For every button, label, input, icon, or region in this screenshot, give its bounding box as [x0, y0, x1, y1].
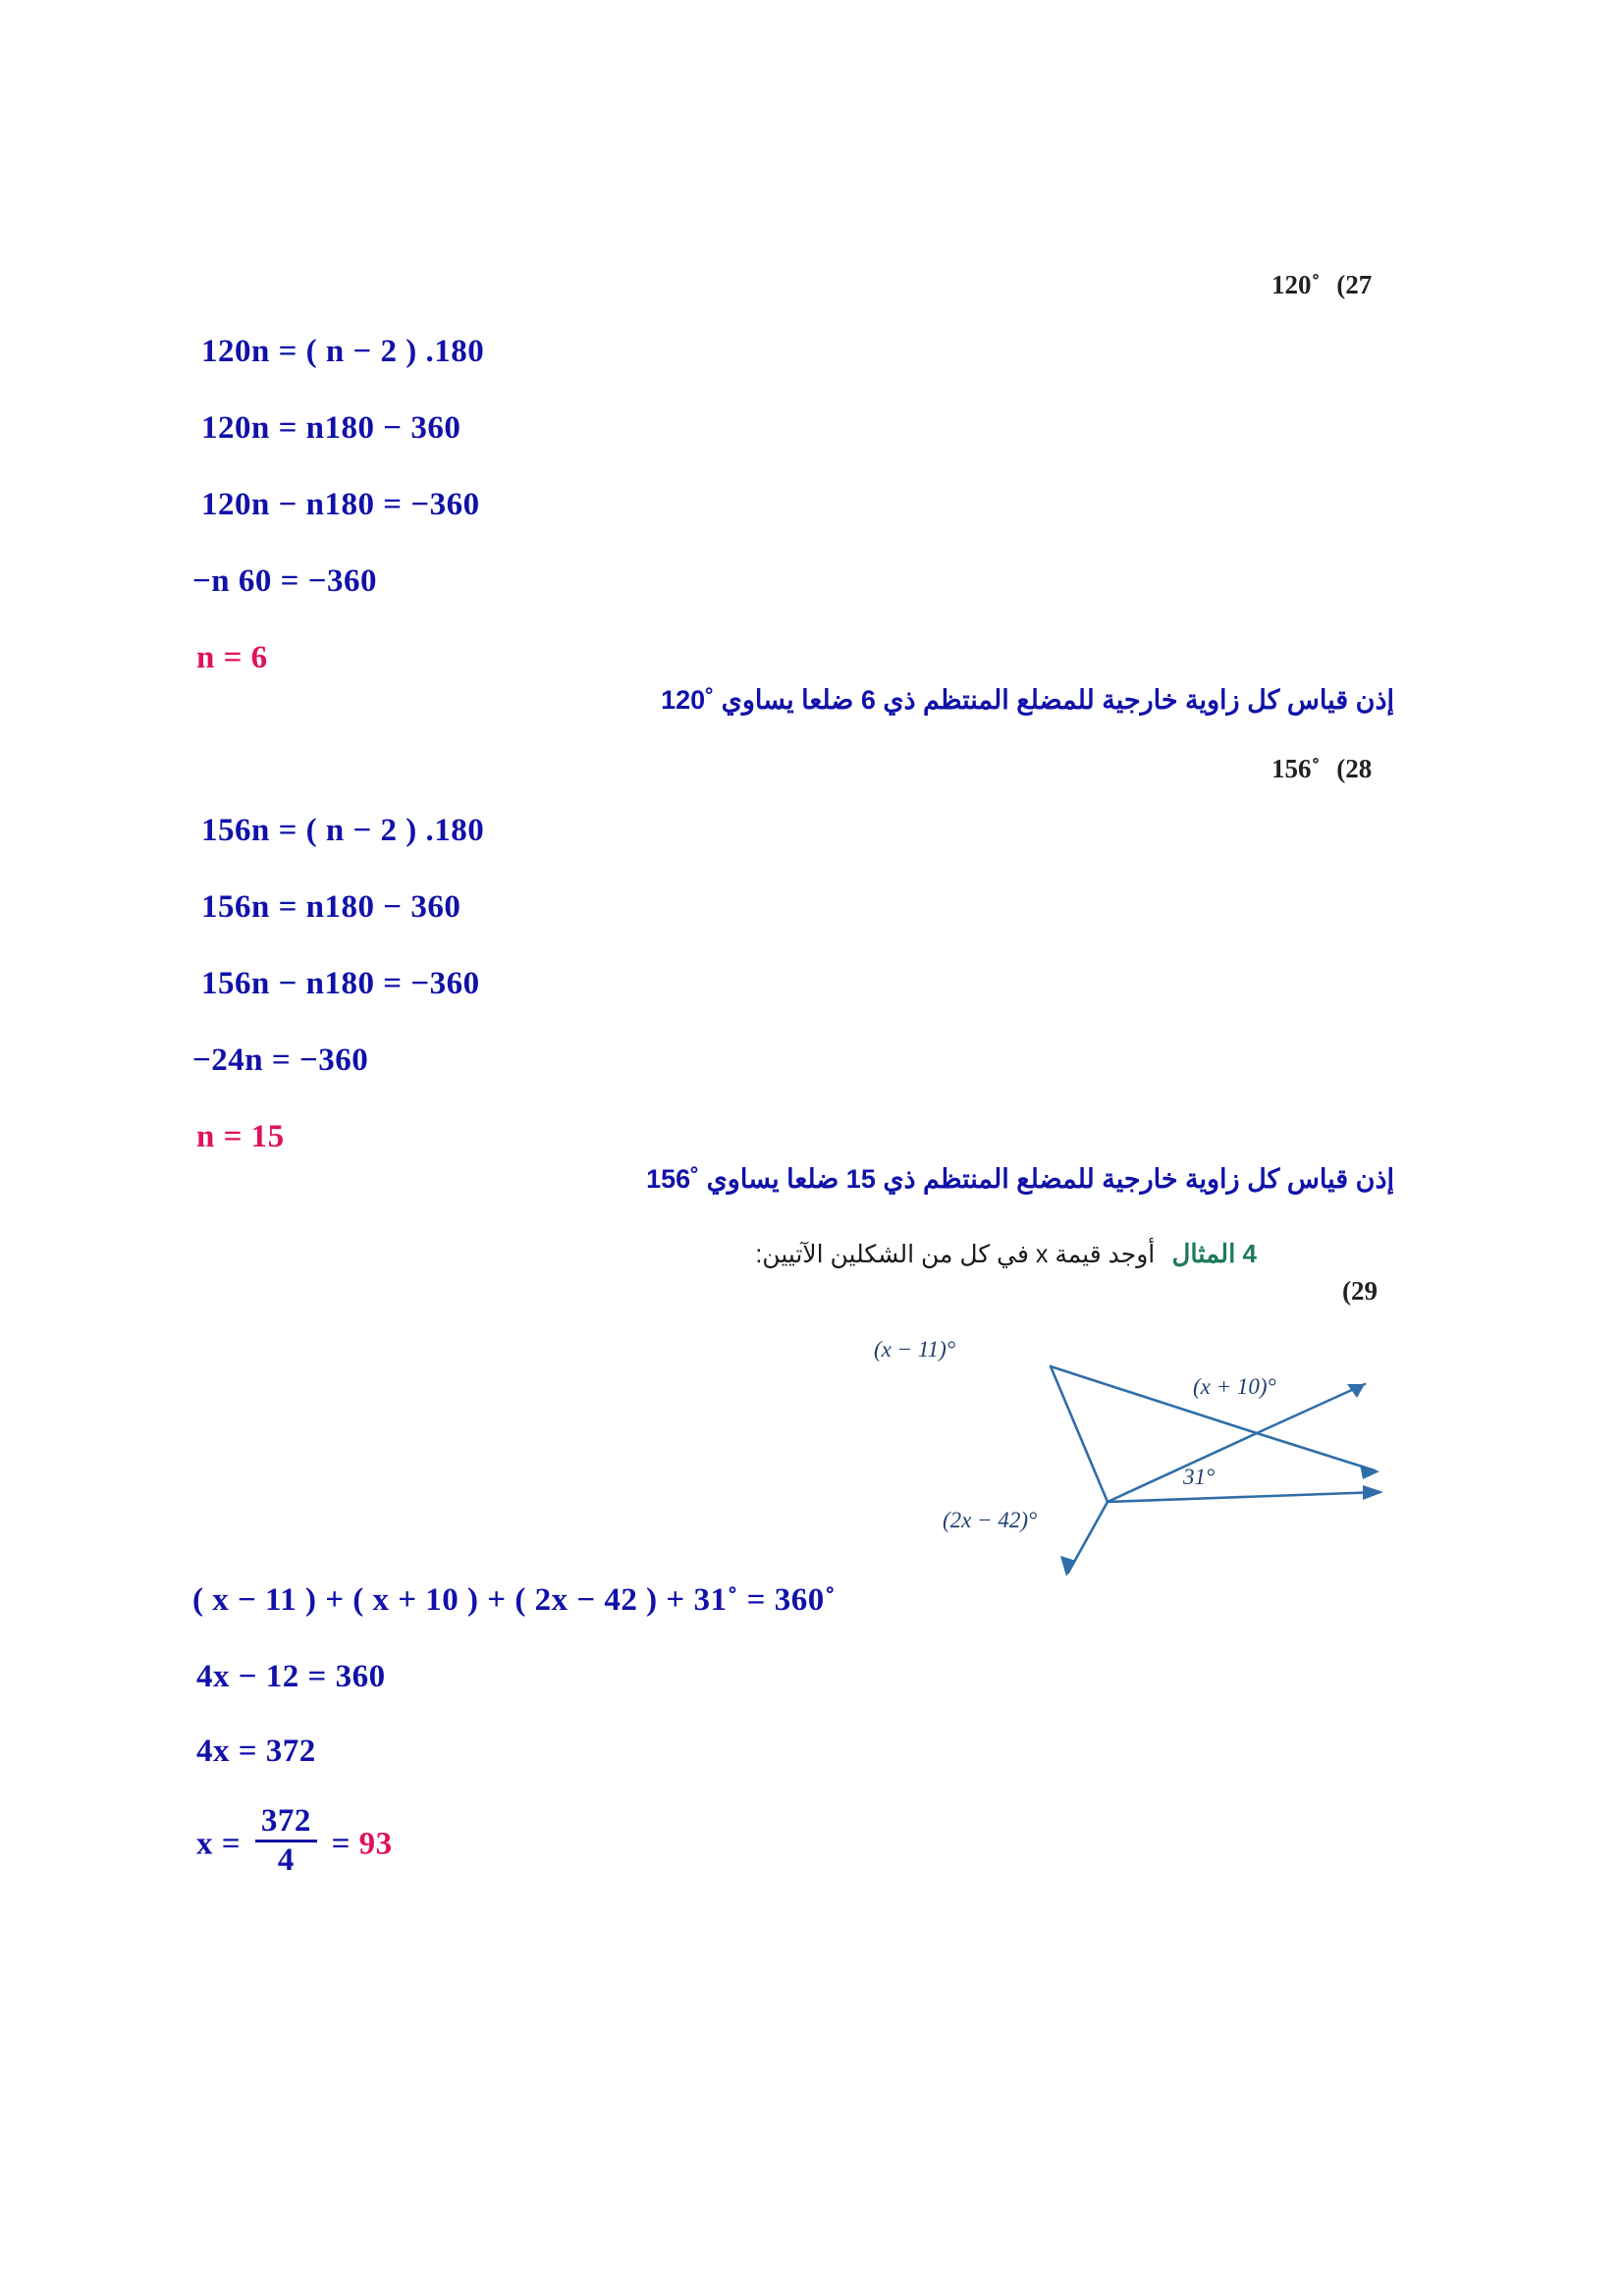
problem-27-result: n = 6: [196, 640, 268, 675]
figure-29-number: (29: [1342, 1276, 1378, 1306]
problem-28-step-2: 156n = n180 − 360: [201, 889, 461, 925]
example-4-header: [569, 1239, 1257, 1269]
figure-29-label-0: (x − 11)°: [874, 1337, 956, 1362]
problem-28-answer: 156˚: [1271, 754, 1321, 783]
figure-29-label-3: (2x − 42)°: [943, 1508, 1038, 1532]
problem-27-step-3: 120n − n180 = −360: [201, 487, 480, 522]
problem-27-step-4: −n 60 = −360: [192, 563, 378, 599]
problem-27-step-1: 120n = ( n − 2 ) .180: [201, 334, 485, 369]
example-4-tag-number: 4: [1242, 1239, 1257, 1268]
solution-29-final-lhs: x =: [196, 1826, 242, 1862]
problem-28-step-4: −24n = −360: [192, 1042, 369, 1078]
solution-29-step-2: 4x − 12 = 360: [196, 1659, 386, 1694]
example-4-prompt: أوجد قيمة x في كل من الشكلين الآتيين:: [755, 1241, 1156, 1268]
solution-29-numerator: 372: [255, 1804, 317, 1842]
problem-27-conclusion: إذن قياس كل زاوية خارجية للمضلع المنتظم ذي 6 ضلعا يساوي ˚120: [661, 685, 1394, 715]
problem-28-conclusion: إذن قياس كل زاوية خارجية للمضلع المنتظم ذي 15 ضلعا يساوي ˚156: [646, 1164, 1394, 1194]
solution-29-step-3: 4x = 372: [196, 1734, 316, 1769]
figure-29-label-1: (x + 10)°: [1193, 1374, 1276, 1399]
solution-29-value: 93: [358, 1826, 393, 1862]
solution-29-denominator: 4: [277, 1842, 295, 1878]
problem-28-step-1: 156n = ( n − 2 ) .180: [201, 813, 485, 848]
problem-28-result: n = 15: [196, 1119, 285, 1154]
figure-29: [844, 1315, 1473, 1590]
problem-28-step-3: 156n − n180 = −360: [201, 966, 480, 1001]
solution-29-step-1: ( x − 11 ) + ( x + 10 ) + ( 2x − 42 ) + 31˚ = 360˚: [192, 1582, 837, 1618]
figure-29-label-2: 31°: [1183, 1465, 1216, 1489]
problem-27-label: [1271, 270, 1372, 300]
problem-27-step-2: 120n = n180 − 360: [201, 410, 461, 446]
problem-27-answer: 120˚: [1271, 270, 1321, 299]
solution-29-fraction: [255, 1804, 317, 1877]
solution-29-final: [196, 1804, 393, 1877]
problem-27-step-5: [196, 640, 268, 676]
solution-29-equals: =: [331, 1826, 351, 1862]
example-4-tag: [1164, 1239, 1257, 1268]
problem-28-label: [1271, 754, 1372, 784]
problem-27-number: (27: [1336, 270, 1373, 299]
problem-28-number: (28: [1336, 754, 1373, 783]
problem-28-step-5: [196, 1119, 285, 1155]
example-4-tag-label: المثال: [1171, 1239, 1236, 1268]
